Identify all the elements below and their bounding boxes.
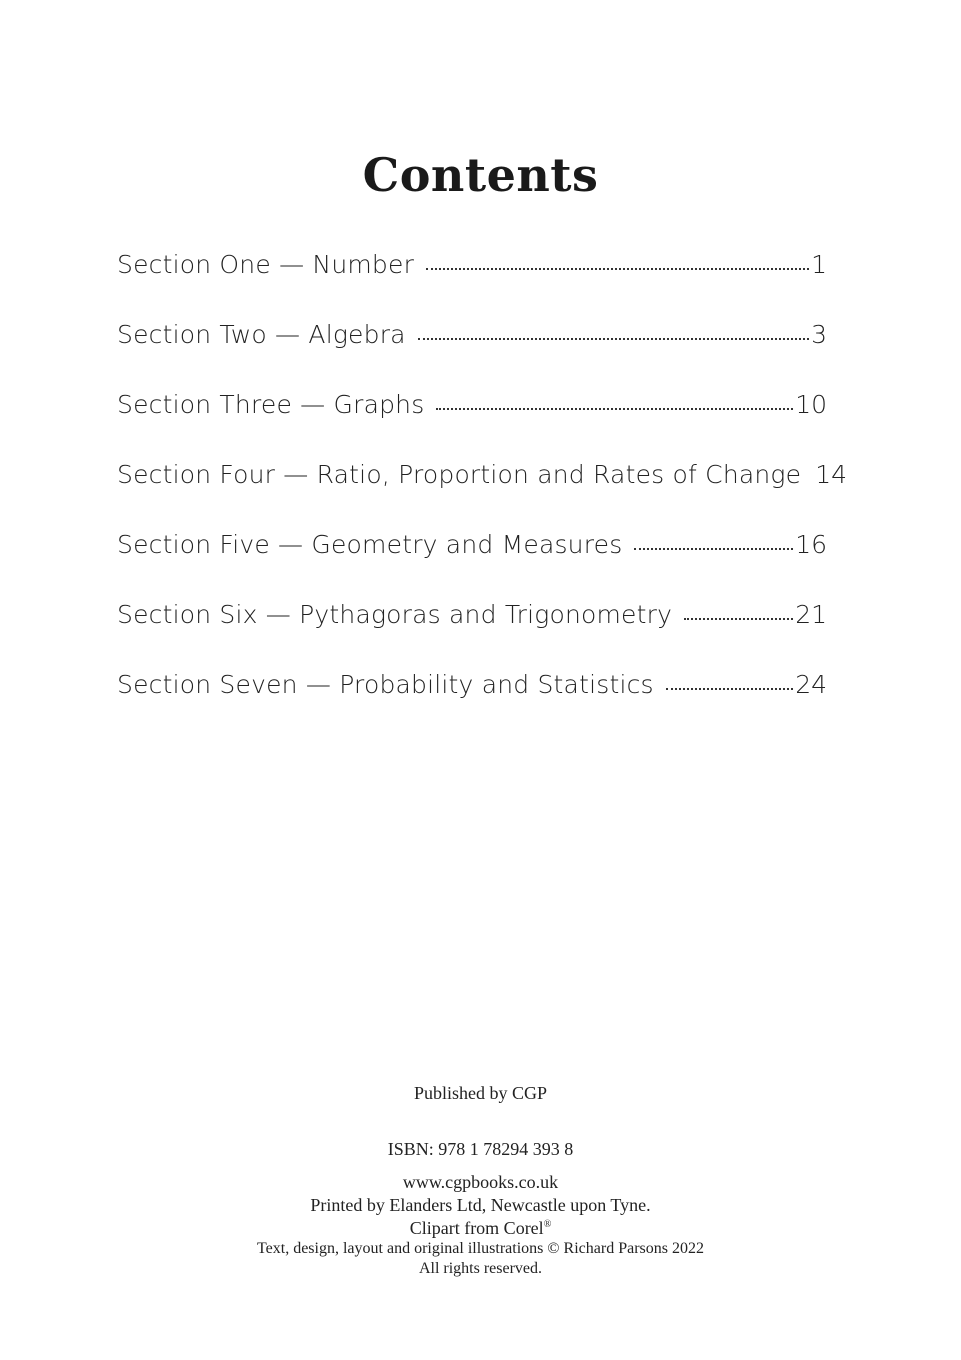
imprint-publisher: Published by CGP	[413, 1083, 548, 1103]
imprint-website[interactable]: www.cgpbooks.co.uk	[402, 1172, 559, 1192]
toc-entry-section-four[interactable]	[117, 460, 848, 530]
toc-entry-label: Section Four — Ratio, Proportion and Rates of Change	[117, 460, 802, 489]
toc-entry-section-three[interactable]	[117, 390, 827, 460]
dot-leader	[634, 548, 793, 550]
toc-entry-section-six[interactable]	[117, 600, 827, 670]
toc-entry-section-seven[interactable]	[117, 670, 827, 740]
toc-entry-page: 3	[811, 320, 827, 349]
toc-entry-label: Section One — Number	[117, 250, 415, 279]
toc-entry-section-five[interactable]	[117, 530, 827, 600]
page-title: Contents	[362, 148, 599, 202]
toc-entry-section-two[interactable]	[117, 320, 827, 390]
toc-entry-page: 24	[795, 670, 827, 699]
toc-entry-page: 21	[795, 600, 827, 629]
imprint-copyright: Text, design, layout and original illustrations © Richard Parsons 2022	[257, 1240, 704, 1257]
toc-entry-label: Section Seven — Probability and Statistics	[117, 670, 654, 699]
dot-leader	[418, 338, 809, 340]
registered-mark: ®	[543, 1219, 552, 1230]
table-of-contents	[117, 250, 848, 740]
toc-entry-label: Section Three — Graphs	[117, 390, 425, 419]
toc-entry-label: Section Two — Algebra	[117, 320, 406, 349]
imprint-clipart	[0, 1218, 961, 1239]
imprint-rights: All rights reserved.	[418, 1260, 543, 1277]
toc-entry-page: 14	[815, 460, 848, 489]
imprint-clipart-text: Clipart from Corel	[409, 1218, 544, 1238]
dot-leader	[426, 268, 809, 270]
toc-entry-section-one[interactable]	[117, 250, 827, 320]
dot-leader	[684, 618, 793, 620]
toc-entry-label: Section Five — Geometry and Measures	[117, 530, 623, 559]
toc-entry-label: Section Six — Pythagoras and Trigonometry	[117, 600, 673, 629]
toc-entry-page: 1	[811, 250, 827, 279]
imprint-printer: Printed by Elanders Ltd, Newcastle upon Tyne.	[310, 1195, 651, 1215]
dot-leader	[666, 688, 793, 690]
toc-entry-page: 10	[795, 390, 827, 419]
imprint-isbn: ISBN: 978 1 78294 393 8	[387, 1139, 574, 1159]
dot-leader	[436, 408, 793, 410]
toc-entry-page: 16	[795, 530, 827, 559]
